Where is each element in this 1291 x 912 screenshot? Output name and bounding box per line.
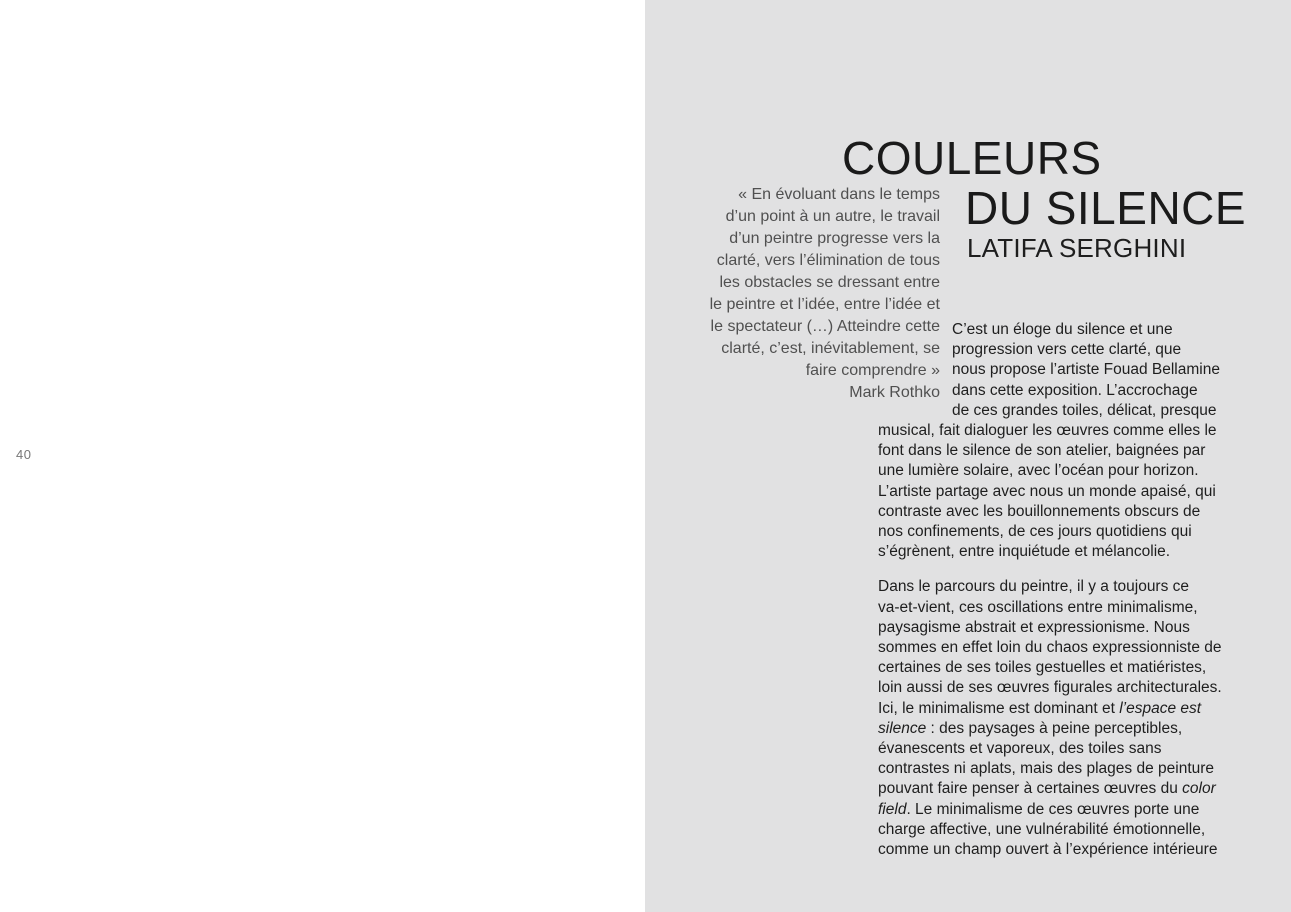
quote-line: le peintre et l’idée, entre l’idée et [709,296,940,313]
body-text-run: pouvant faire penser à certaines œuvres du [878,780,1183,798]
body-line: dans cette exposition. L’accrochage [952,381,1198,399]
body-line: nous propose l’artiste Fouad Bellamine [952,361,1220,379]
body-line: une lumière solaire, avec l’océan pour horizon. [878,462,1199,480]
body-line: contraste avec les bouillonnements obscurs de [878,502,1201,520]
body-line: nos confinements, de ces jours quotidiens qui [878,523,1192,541]
paragraph-1 [878,320,1248,562]
body-text-run: Ici, le minimalisme est dominant et [878,699,1120,717]
body-line: évanescents et vaporeux, des toiles sans [878,740,1162,758]
body-line: certaines de ses toiles gestuelles et matiéristes, [878,659,1207,677]
article-body [878,320,1248,860]
quote-line: « En évoluant dans le temps [738,186,940,203]
body-line: font dans le silence de son atelier, baignées par [878,442,1206,460]
emphasis-text: field [878,800,907,818]
body-line: comme un champ ouvert à l’expérience intérieure [878,841,1218,859]
body-text-run: . Le minimalisme de ces œuvres porte une [906,800,1200,818]
page-number: 40 [16,447,32,462]
right-page [645,0,1291,912]
quote-line: clarté, vers l’élimination de tous [716,252,940,269]
body-line: charge affective, une vulnérabilité émotionnelle, [878,820,1206,838]
body-line: C’est un éloge du silence et une [952,321,1173,338]
body-line: progression vers cette clarté, que [952,341,1182,359]
body-line: s’égrènent, entre inquiétude et mélancolie. [878,543,1171,561]
quote-line: les obstacles se dressant entre [719,274,940,291]
quote-attribution: Mark Rothko [849,384,940,401]
paragraph-spacer [878,562,1248,577]
body-line [878,699,1248,719]
author-name: LATIFA SERGHINI [967,233,1187,263]
emphasis-text: silence [878,719,927,737]
paragraph-2 [878,577,1248,860]
body-line: paysagisme abstrait et expressionisme. Nous [878,618,1190,636]
quote-line: faire comprendre » [805,362,940,379]
body-line: L’artiste partage avec nous un monde apaisé, qui [878,482,1216,500]
body-text-run: : des paysages à peine perceptibles, [926,719,1183,737]
quote-line: d’un peintre progresse vers la [729,230,940,247]
body-line [878,719,1248,739]
title-line-1: COULEURS [842,132,1102,184]
body-line: musical, fait dialoguer les œuvres comme elles le [878,422,1217,440]
body-line: va-et-vient, ces oscillations entre minimalisme, [878,598,1198,616]
body-line [878,779,1248,799]
body-line: de ces grandes toiles, délicat, presque [952,401,1217,419]
left-page [0,0,645,912]
body-line: sommes en effet loin du chaos expressionniste de [878,639,1222,657]
quote-line: clarté, c’est, inévitablement, se [721,340,940,357]
body-line: contrastes ni aplats, mais des plages de peinture [878,760,1215,778]
title-line-2: DU SILENCE [965,182,1247,234]
quote-line: le spectateur (…) Atteindre cette [710,318,940,335]
emphasis-text: l’espace est [1119,699,1202,717]
quote-line: d’un point à un autre, le travail [725,208,940,225]
body-line: loin aussi de ses œuvres figurales architecturales. [878,679,1222,697]
body-line [878,800,1248,820]
emphasis-text: color [1182,780,1216,798]
body-line: Dans le parcours du peintre, il y a toujours ce [878,578,1190,596]
